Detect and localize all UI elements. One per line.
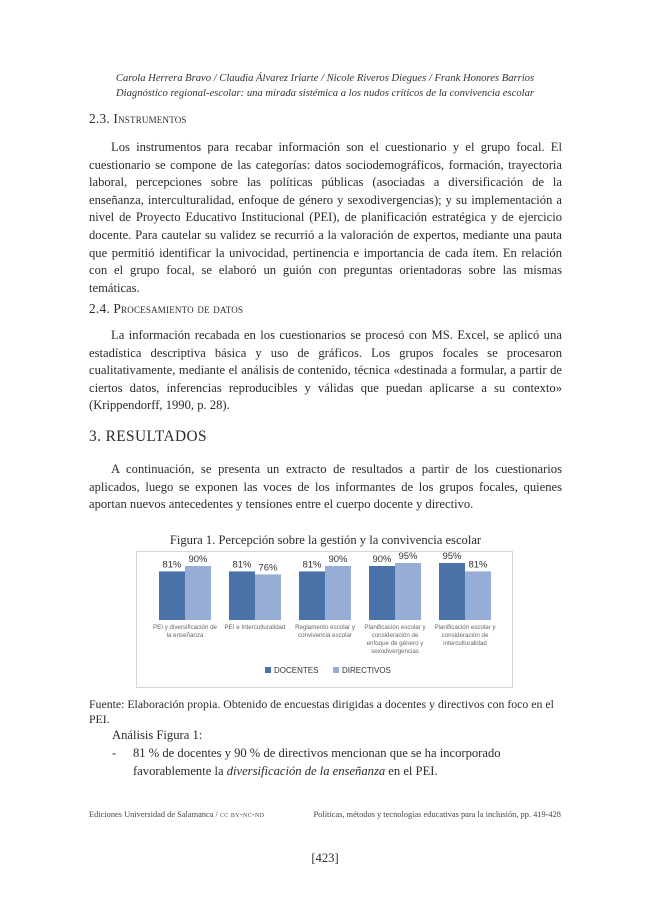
list-dash: -	[112, 746, 117, 760]
category-label-1-0: PEI e Interculturalidad	[224, 624, 286, 631]
paragraph-resultados: A continuación, se presenta un extracto de resultados a partir de los cuestionarios aplicados, luego se exponen las voces de los informantes de los grupos focales, quienes aportan nuevos antecedentes y tensiones entre el cuerpo docente y directivo.	[89, 462, 562, 512]
analysis-text-prefix: 81 % de docentes y 90 % de directivos mencionan que se ha incorporado favorablemente la	[133, 746, 501, 778]
section-heading-resultados: 3. RESULTADOS	[89, 428, 207, 445]
running-head-authors: Carola Herrera Bravo / Claudia Álvarez Iriarte / Nicole Riveros Diegues / Frank Honores Barrios	[115, 73, 535, 84]
figure-source: Fuente: Elaboración propia. Obtenido de encuestas dirigidas a docentes y directivos con foco en el PEI.	[89, 697, 554, 726]
category-label-2-1: convivencia escolar	[298, 632, 352, 639]
category-label-3-1: consideración de	[371, 632, 419, 639]
data-label-docentes-0: 81%	[162, 559, 182, 571]
bar-docentes-3	[369, 566, 395, 620]
data-label-directivos-1: 76%	[258, 562, 278, 574]
analysis-item-text	[133, 745, 564, 780]
data-label-directivos-0: 90%	[188, 554, 208, 565]
legend-label-directivos: DIRECTIVOS	[342, 666, 391, 675]
bar-directivos-1	[255, 574, 281, 620]
chart-svg	[137, 552, 512, 687]
figure-caption: Figura 1. Percepción sobre la gestión y la convivencia escolar	[169, 533, 482, 547]
bar-directivos-2	[325, 566, 351, 620]
footer-book-title: Políticas, métodos y tecnologías educativas para la inclusión, pp. 419-428	[313, 810, 561, 819]
legend-swatch-docentes	[265, 667, 271, 673]
category-label-0-0: PEI y diversificación de	[153, 624, 217, 631]
legend-label-docentes: DOCENTES	[274, 666, 319, 675]
analysis-list-item	[112, 745, 564, 780]
category-label-4-0: Planificación escolar y	[434, 624, 496, 631]
section-heading-instrumentos: 2.3. Instrumentos	[89, 111, 187, 126]
page-number: [423]	[311, 851, 339, 865]
bar-docentes-0	[159, 571, 185, 620]
running-head-title: Diagnóstico regional-escolar: una mirada sistémica a los nudos críticos de la convivencia escolar	[116, 87, 534, 99]
category-label-4-1: consideración de	[441, 632, 489, 639]
data-label-directivos-2: 90%	[328, 554, 348, 565]
bar-docentes-4	[439, 563, 465, 620]
data-label-docentes-1: 81%	[232, 559, 252, 571]
footer-publisher	[89, 810, 264, 819]
analysis-text-suffix: en el PEI.	[385, 763, 438, 778]
bar-directivos-4	[465, 571, 491, 620]
category-label-3-2: enfoque de género y	[366, 640, 424, 647]
legend-swatch-directivos	[333, 667, 339, 673]
data-label-docentes-4: 95%	[442, 552, 462, 562]
category-label-3-0: Planificación escolar y	[364, 624, 426, 631]
bar-docentes-2	[299, 571, 325, 620]
analysis-title: Análisis Figura 1:	[112, 728, 203, 742]
data-label-directivos-3: 95%	[398, 552, 418, 562]
section-heading-procesamiento: 2.4. Procesamiento de datos	[89, 301, 244, 316]
category-label-3-3: sexodivergencias	[371, 648, 419, 655]
running-head	[60, 72, 590, 101]
category-label-0-1: la enseñanza	[166, 632, 204, 639]
paragraph-instrumentos: Los instrumentos para recabar información son el cuestionario y el grupo focal. El cuestionario se compone de las categorías: datos sociodemográficos, formación, trayectoria laboral, percepciones sobre las políticas públicas (asociadas a diversificación de la enseñanza, interculturalidad, enfoque de género y sexodivergencias); y su implementación a nivel de Proyecto Educativo Institucional (PEI), de planificación estratégica y de ejercicio docente. Para cautelar su validez se recurrió a la valoración de expertos, mediante una pauta que permitió identificar la univocidad, pertinencia e importancia de cada ítem. En relación con el grupo focal, se elaboró un guión con preguntas orientadoras sobre las mismas temáticas.	[89, 140, 562, 295]
footer-left-text: Ediciones Universidad de Salamanca / cc by-nc-nd	[89, 810, 265, 819]
bar-chart	[136, 551, 513, 688]
category-label-2-0: Reglamento escolar y	[295, 624, 355, 631]
bar-docentes-1	[229, 571, 255, 620]
paragraph-procesamiento: La información recabada en los cuestionarios se procesó con MS. Excel, se aplicó una estadística descriptiva básica y uso de gráficos. Los grupos focales se procesaron cualitativamente, mediante el análisis de contenido, técnica «destinada a formular, a partir de ciertos datos, inferencias reproducibles y válidas que puedan aplicarse a su contexto» (Krippendorff, 1990, p. 28).	[89, 328, 562, 413]
data-label-docentes-2: 81%	[302, 559, 322, 571]
analysis-text-emphasis: diversificación de la enseñanza	[226, 763, 386, 778]
data-label-directivos-4: 81%	[468, 559, 488, 571]
category-label-4-2: interculturalidad	[443, 640, 487, 647]
bar-directivos-3	[395, 563, 421, 620]
data-label-docentes-3: 90%	[372, 554, 392, 565]
bar-directivos-0	[185, 566, 211, 620]
